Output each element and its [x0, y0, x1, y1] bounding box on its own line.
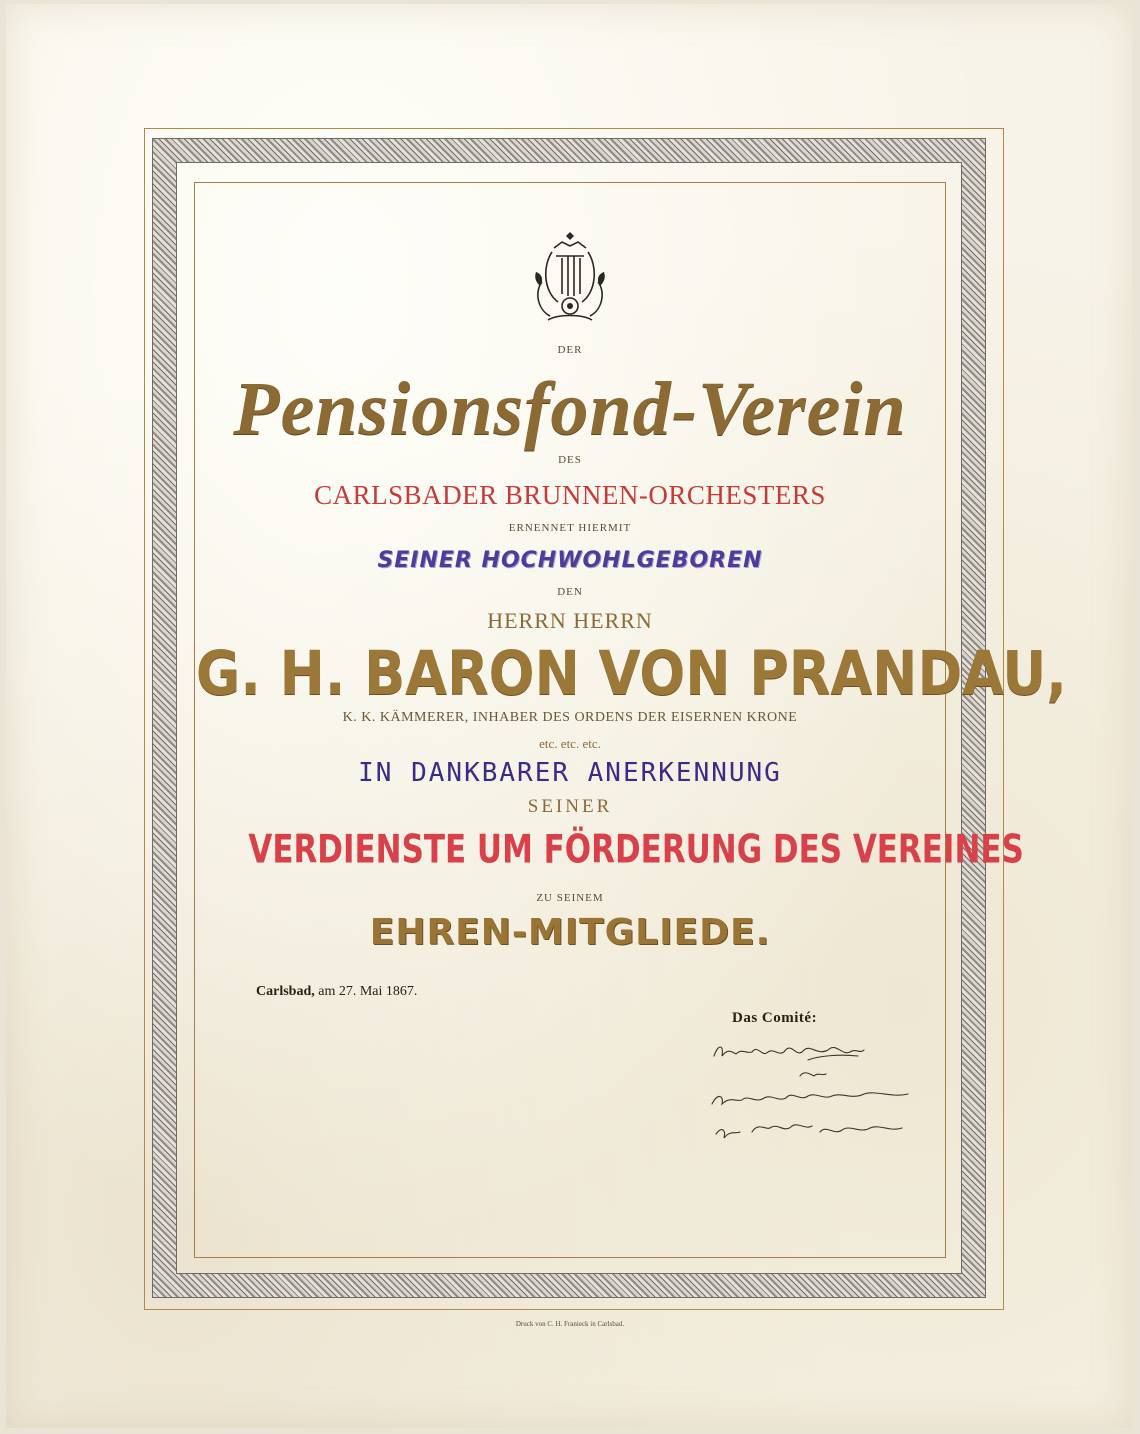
text-den: DEN — [557, 586, 583, 598]
text-des: DES — [558, 454, 582, 466]
printer-imprint: Druck von C. H. Franieck in Carlsbad. — [515, 1320, 625, 1328]
orchestra-name: CARLSBADER BRUNNEN-ORCHESTERS — [314, 480, 826, 510]
honoree-titles: K. K. KÄMMERER, INHABER DES ORDENS DER EISERNEN KRONE — [342, 710, 798, 725]
certificate-title: Pensionsfond-Verein — [233, 367, 907, 451]
place-date — [256, 984, 417, 1000]
text-seiner-hochwohlgeboren: SEINER HOCHWOHLGEBOREN — [377, 548, 763, 573]
honoree-name: G. H. BARON VON PRANDAU, — [196, 638, 1067, 709]
text-ernennet: ERNENNET HIERMIT — [508, 522, 632, 534]
place-name: Carlsbad, — [256, 984, 315, 999]
text-verdienste: VERDIENSTE UM FÖRDERUNG DES VEREINES — [248, 828, 1024, 873]
committee-heading: Das Comité: — [732, 1010, 818, 1026]
certificate-content — [196, 184, 1067, 1254]
text-herrn-herrn: HERRN HERRN — [487, 608, 653, 633]
lyre-emblem-icon — [532, 232, 608, 328]
text-etc: etc. etc. etc. — [539, 736, 601, 751]
date-text: am 27. Mai 1867. — [318, 984, 418, 999]
text-dankbar: IN DANKBARER ANERKENNUNG — [358, 758, 782, 788]
text-seiner: SEINER — [527, 796, 613, 817]
committee-signatures — [708, 1030, 928, 1180]
text-zu-seinem: ZU SEINEM — [536, 892, 604, 904]
text-der: DER — [557, 344, 583, 356]
text-ehren-mitgliede: EHREN-MITGLIEDE. — [196, 912, 944, 953]
